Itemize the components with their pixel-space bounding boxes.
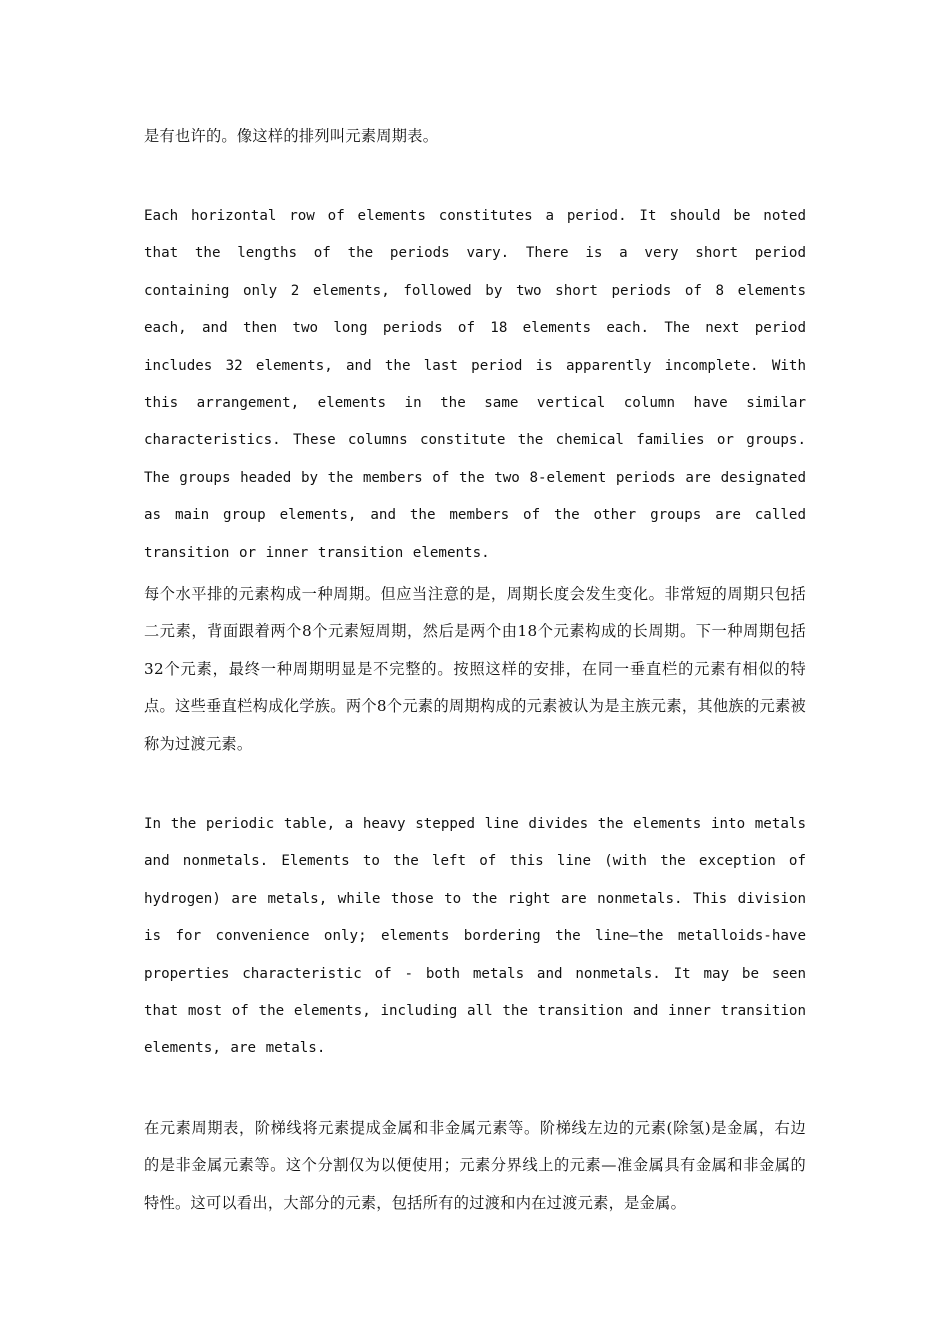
english-paragraph-periods: Each horizontal row of elements constitutes a period. It should be noted that the lengths of the periods vary. There is a very short period containing only 2 elements, followed by two short periods of 8 elements each, and then two long periods of 18 elements each. The next period includes 32 elements, and the last period is apparently incomplete. With this arrangement, elements in the same vertical column have similar characteristics. These columns constitute the chemical families or groups. The groups headed by the members of the two 8-element periods are designated as main group elements, and the members of the other groups are called transition or inner transition elements.	[144, 208, 806, 561]
chinese-paragraph-metals: 在元素周期表，阶梯线将元素提成金属和非金属元素等。阶梯线左边的元素(除氢)是金属，右边的是非金属元素等。这个分割仅为以便使用；元素分界线上的元素—准金属具有金属和非金属的特性。这可以看出，大部分的元素，包括所有的过渡和内在过渡元素，是金属。	[144, 1119, 806, 1212]
chinese-paragraph-intro: 是有也许的。像这样的排列叫元素周期表。	[144, 127, 439, 145]
chinese-paragraph-periods: 每个水平排的元素构成一种周期。但应当注意的是，周期长度会发生变化。非常短的周期只包括二元素，背面跟着两个8个元素短周期，然后是两个由18个元素构成的长周期。下一种周期包括32个元素，最终一种周期明显是不完整的。按照这样的安排，在同一垂直栏的元素有相似的特点。这些垂直栏构成化学族。两个8个元素的周期构成的元素被认为是主族元素，其他族的元素被称为过渡元素。	[144, 585, 806, 753]
english-paragraph-metals: In the periodic table, a heavy stepped line divides the elements into metals and nonmetals. Elements to the left of this line (with the exception of hydrogen) are metals, while those to the right are nonmetals. This division is for convenience only; elements bordering the line—the metalloids-have properties characteristic of - both metals and nonmetals. It may be seen that most of the elements, including all the transition and inner transition elements, are metals.	[144, 816, 806, 1057]
